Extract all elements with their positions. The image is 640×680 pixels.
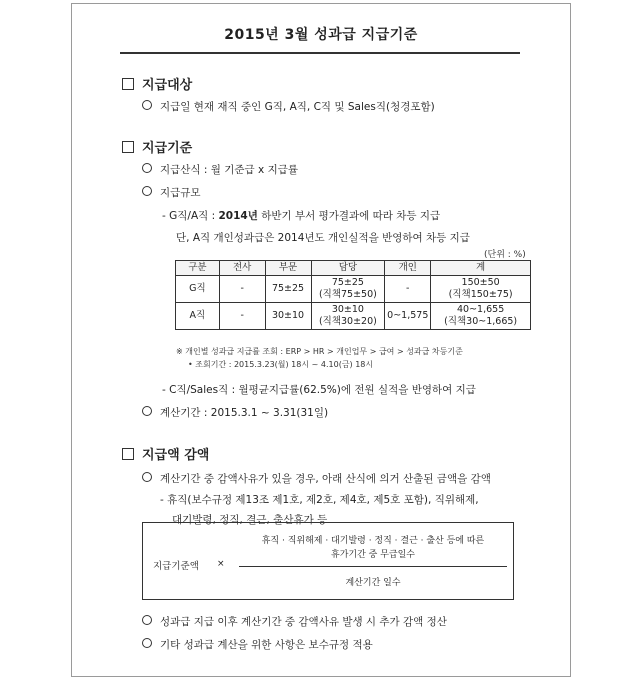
section-heading-target: 지급대상 <box>122 74 192 93</box>
circle-bullet-icon <box>142 615 152 625</box>
target-item: 지급일 현재 재직 중인 G직, A직, C직 및 Sales직(청경포함) <box>142 99 435 114</box>
circle-bullet-icon <box>142 100 152 110</box>
circle-bullet-icon <box>142 163 152 173</box>
section-heading-reduction: 지급액 감액 <box>122 444 209 463</box>
table-cell: 75±25 (직책75±50) <box>311 276 385 303</box>
table-cell: 40~1,655 (직책30~1,665) <box>431 303 531 330</box>
circle-bullet-icon <box>142 638 152 648</box>
calc-period-item: 계산기간 : 2015.3.1 ~ 3.31(31일) <box>142 405 328 420</box>
formula-times: × <box>217 559 225 569</box>
square-bullet-icon <box>122 141 134 153</box>
table-header-cell: 계 <box>431 261 531 276</box>
fraction-line <box>239 566 507 567</box>
table-cell: 30±10 <box>265 303 311 330</box>
unit-label: (단위 : %) <box>484 250 526 260</box>
table-cell: - <box>385 276 431 303</box>
table-cell: - <box>219 303 265 330</box>
lookup-period-note: • 조회기간 : 2015.3.23(월) 18시 ~ 4.10(금) 18시 <box>188 360 374 369</box>
formula-numerator-line1: 휴직 · 직위해제 · 대기발령 · 정직 · 결근 · 출산 등에 따른 <box>261 536 485 546</box>
document-page <box>71 3 571 677</box>
ga-criteria-line2: 단, A직 개인성과급은 2014년도 개인실적을 반영하여 차등 지급 <box>176 232 470 244</box>
c-sales-criteria-line: - C직/Sales직 : 월평균지급률(62.5%)에 전원 실적을 반영하여 지급 <box>162 384 476 396</box>
reduction-item: 계산기간 중 감액사유가 있을 경우, 아래 산식에 의거 산출된 금액을 감액 <box>142 471 491 486</box>
table-cell: 75±25 <box>265 276 311 303</box>
table-cell: G직 <box>176 276 220 303</box>
reduction-subitem-cont: 대기발령, 정직, 결근, 출산휴가 등 <box>172 514 328 526</box>
table-header-cell: 부문 <box>265 261 311 276</box>
square-bullet-icon <box>122 78 134 90</box>
other-rules-item: 기타 성과급 계산을 위한 사항은 보수규정 적용 <box>142 637 373 652</box>
section-heading-criteria: 지급기준 <box>122 137 192 156</box>
document-title: 2015년 3월 성과급 지급기준 <box>224 27 418 43</box>
table-cell: 0~1,575 <box>385 303 431 330</box>
table-header-cell: 담당 <box>311 261 385 276</box>
table-header-cell: 개인 <box>385 261 431 276</box>
table-cell: 150±50 (직책150±75) <box>431 276 531 303</box>
table-row <box>176 303 531 330</box>
square-bullet-icon <box>122 448 134 460</box>
table-cell: - <box>219 276 265 303</box>
rate-table <box>175 260 531 330</box>
circle-bullet-icon <box>142 406 152 416</box>
circle-bullet-icon <box>142 186 152 196</box>
table-cell: A직 <box>176 303 220 330</box>
title-underline <box>120 52 520 54</box>
lookup-note: ※ 개인별 성과급 지급률 조회 : ERP > HR > 개인업무 > 급여 > 성과급 차등기준 <box>176 347 463 356</box>
formula-base-amount: 지급기준액 <box>153 561 199 572</box>
table-header-row <box>176 261 531 276</box>
calc-formula-item: 지급산식 : 월 기준급 x 지급률 <box>142 162 298 177</box>
circle-bullet-icon <box>142 472 152 482</box>
formula-numerator-line2: 휴가기간 중 무급일수 <box>331 550 415 560</box>
scale-item: 지급규모 <box>142 185 201 200</box>
table-row <box>176 276 531 303</box>
table-cell: 30±10 (직책30±20) <box>311 303 385 330</box>
ga-criteria-line: - G직/A직 : 2014년 하반기 부서 평가결과에 따라 차등 지급 <box>162 210 441 222</box>
table-header-cell: 전사 <box>219 261 265 276</box>
formula-denominator: 계산기간 일수 <box>345 578 401 588</box>
table-header-cell: 구분 <box>176 261 220 276</box>
additional-settlement-item: 성과급 지급 이후 계산기간 중 감액사유 발생 시 추가 감액 정산 <box>142 614 447 629</box>
reduction-formula-box <box>142 522 514 600</box>
reduction-subitem: - 휴직(보수규정 제13조 제1호, 제2호, 제4호, 제5호 포함), 직위해제, <box>160 494 479 506</box>
